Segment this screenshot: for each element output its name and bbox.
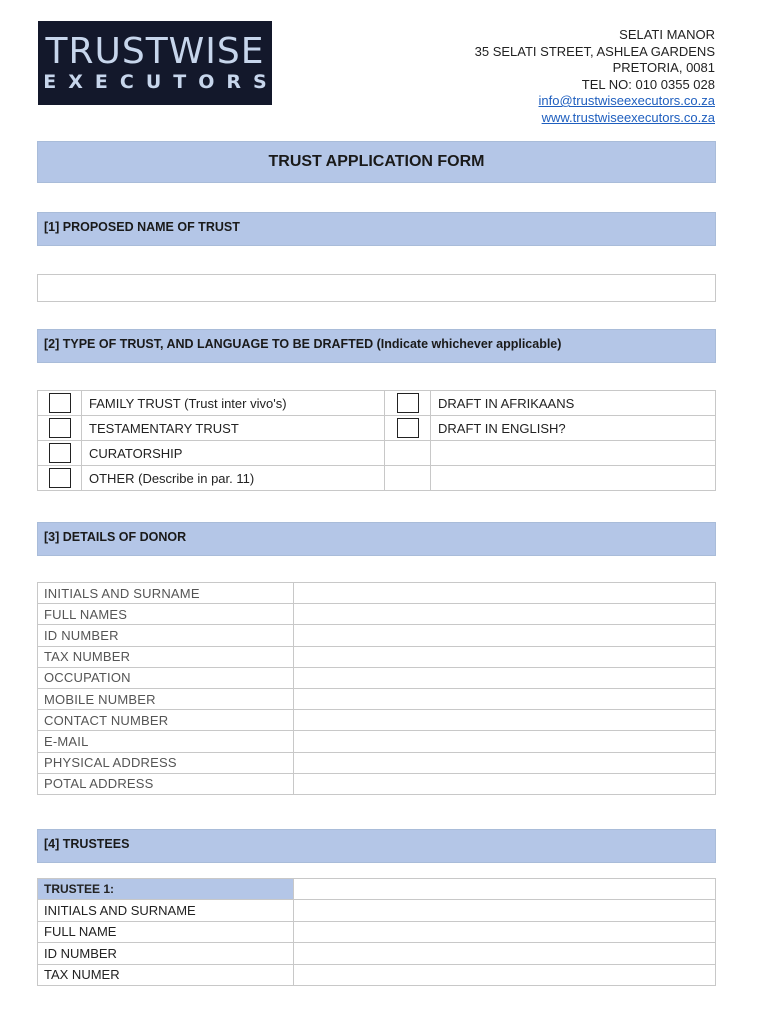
table-row xyxy=(38,921,716,942)
donor-field-label: CONTACT NUMBER xyxy=(38,710,294,731)
table-row xyxy=(38,879,716,900)
donor-field-input[interactable] xyxy=(294,604,716,625)
section-3-heading: [3] DETAILS OF DONOR xyxy=(37,522,716,556)
trustee-field-label: ID NUMBER xyxy=(38,943,294,964)
empty-cell xyxy=(385,441,431,466)
donor-field-input[interactable] xyxy=(294,688,716,709)
table-row xyxy=(38,667,716,688)
donor-field-label: POTAL ADDRESS xyxy=(38,773,294,794)
trust-type-label: CURATORSHIP xyxy=(82,441,385,466)
trust-type-table xyxy=(37,390,716,491)
donor-field-label: TAX NUMBER xyxy=(38,646,294,667)
donor-field-input[interactable] xyxy=(294,773,716,794)
language-label: DRAFT IN AFRIKAANS xyxy=(431,391,716,416)
donor-field-label: E-MAIL xyxy=(38,731,294,752)
table-row xyxy=(38,964,716,985)
logo-line-2: EXECUTORS xyxy=(43,71,279,93)
donor-field-label: ID NUMBER xyxy=(38,625,294,646)
donor-field-label: INITIALS AND SURNAME xyxy=(38,583,294,604)
trustee-field-input[interactable] xyxy=(294,879,716,900)
checkbox-cell xyxy=(385,391,431,416)
table-row xyxy=(38,646,716,667)
donor-field-input[interactable] xyxy=(294,752,716,773)
form-title: TRUST APPLICATION FORM xyxy=(37,141,716,183)
donor-field-label: OCCUPATION xyxy=(38,667,294,688)
table-row xyxy=(38,583,716,604)
address-line-1: SELATI MANOR xyxy=(619,27,715,42)
trust-type-label: OTHER (Describe in par. 11) xyxy=(82,466,385,491)
website-link[interactable]: www.trustwiseexecutors.co.za xyxy=(541,109,715,125)
trustee-1-heading: TRUSTEE 1: xyxy=(38,879,294,900)
section-4-heading: [4] TRUSTEES xyxy=(37,829,716,863)
empty-cell xyxy=(385,466,431,491)
checkbox-cell xyxy=(38,416,82,441)
table-row xyxy=(38,604,716,625)
english-checkbox[interactable] xyxy=(397,418,419,438)
checkbox-cell xyxy=(38,441,82,466)
donor-field-input[interactable] xyxy=(294,625,716,646)
address-line-2: 35 SELATI STREET, ASHLEA GARDENS xyxy=(474,43,715,59)
table-row xyxy=(38,710,716,731)
table-row xyxy=(38,731,716,752)
curatorship-checkbox[interactable] xyxy=(49,443,71,463)
address-line-3: PRETORIA, 0081 xyxy=(612,60,715,75)
trustee-field-label: TAX NUMER xyxy=(38,964,294,985)
testamentary-trust-checkbox[interactable] xyxy=(49,418,71,438)
table-row xyxy=(38,625,716,646)
donor-field-input[interactable] xyxy=(294,583,716,604)
company-logo xyxy=(38,21,279,105)
telephone: TEL NO: 010 0355 028 xyxy=(581,76,715,92)
donor-field-label: FULL NAMES xyxy=(38,604,294,625)
language-label: DRAFT IN ENGLISH? xyxy=(431,416,716,441)
other-trust-checkbox[interactable] xyxy=(49,468,71,488)
section-2-heading: [2] TYPE OF TRUST, AND LANGUAGE TO BE DRAFTED (Indicate whichever applicable) xyxy=(37,329,716,363)
checkbox-cell xyxy=(38,466,82,491)
donor-details-table xyxy=(37,582,716,795)
trustee-field-label: INITIALS AND SURNAME xyxy=(38,900,294,921)
trust-type-label: FAMILY TRUST (Trust inter vivo's) xyxy=(82,391,385,416)
empty-cell xyxy=(431,441,716,466)
table-row xyxy=(38,752,716,773)
logo-line-1: TRUSTWISE xyxy=(45,31,265,72)
trustee-field-input[interactable] xyxy=(294,943,716,964)
table-row xyxy=(38,900,716,921)
trustee-1-table xyxy=(37,878,716,986)
trust-type-label: TESTAMENTARY TRUST xyxy=(82,416,385,441)
family-trust-checkbox[interactable] xyxy=(49,393,71,413)
donor-field-input[interactable] xyxy=(294,667,716,688)
donor-field-input[interactable] xyxy=(294,646,716,667)
checkbox-cell xyxy=(38,391,82,416)
empty-cell xyxy=(431,466,716,491)
email-link[interactable]: info@trustwiseexecutors.co.za xyxy=(538,93,715,108)
trustee-field-input[interactable] xyxy=(294,921,716,942)
table-row xyxy=(38,773,716,794)
donor-field-label: PHYSICAL ADDRESS xyxy=(38,752,294,773)
checkbox-cell xyxy=(385,416,431,441)
section-1-heading: [1] PROPOSED NAME OF TRUST xyxy=(37,212,716,246)
donor-field-input[interactable] xyxy=(294,710,716,731)
afrikaans-checkbox[interactable] xyxy=(397,393,419,413)
company-address xyxy=(475,27,715,126)
trustee-field-label: FULL NAME xyxy=(38,921,294,942)
trust-name-field[interactable] xyxy=(37,274,716,302)
donor-field-label: MOBILE NUMBER xyxy=(38,688,294,709)
trustee-field-input[interactable] xyxy=(294,900,716,921)
table-row xyxy=(38,688,716,709)
donor-field-input[interactable] xyxy=(294,731,716,752)
table-row xyxy=(38,943,716,964)
trustee-field-input[interactable] xyxy=(294,964,716,985)
